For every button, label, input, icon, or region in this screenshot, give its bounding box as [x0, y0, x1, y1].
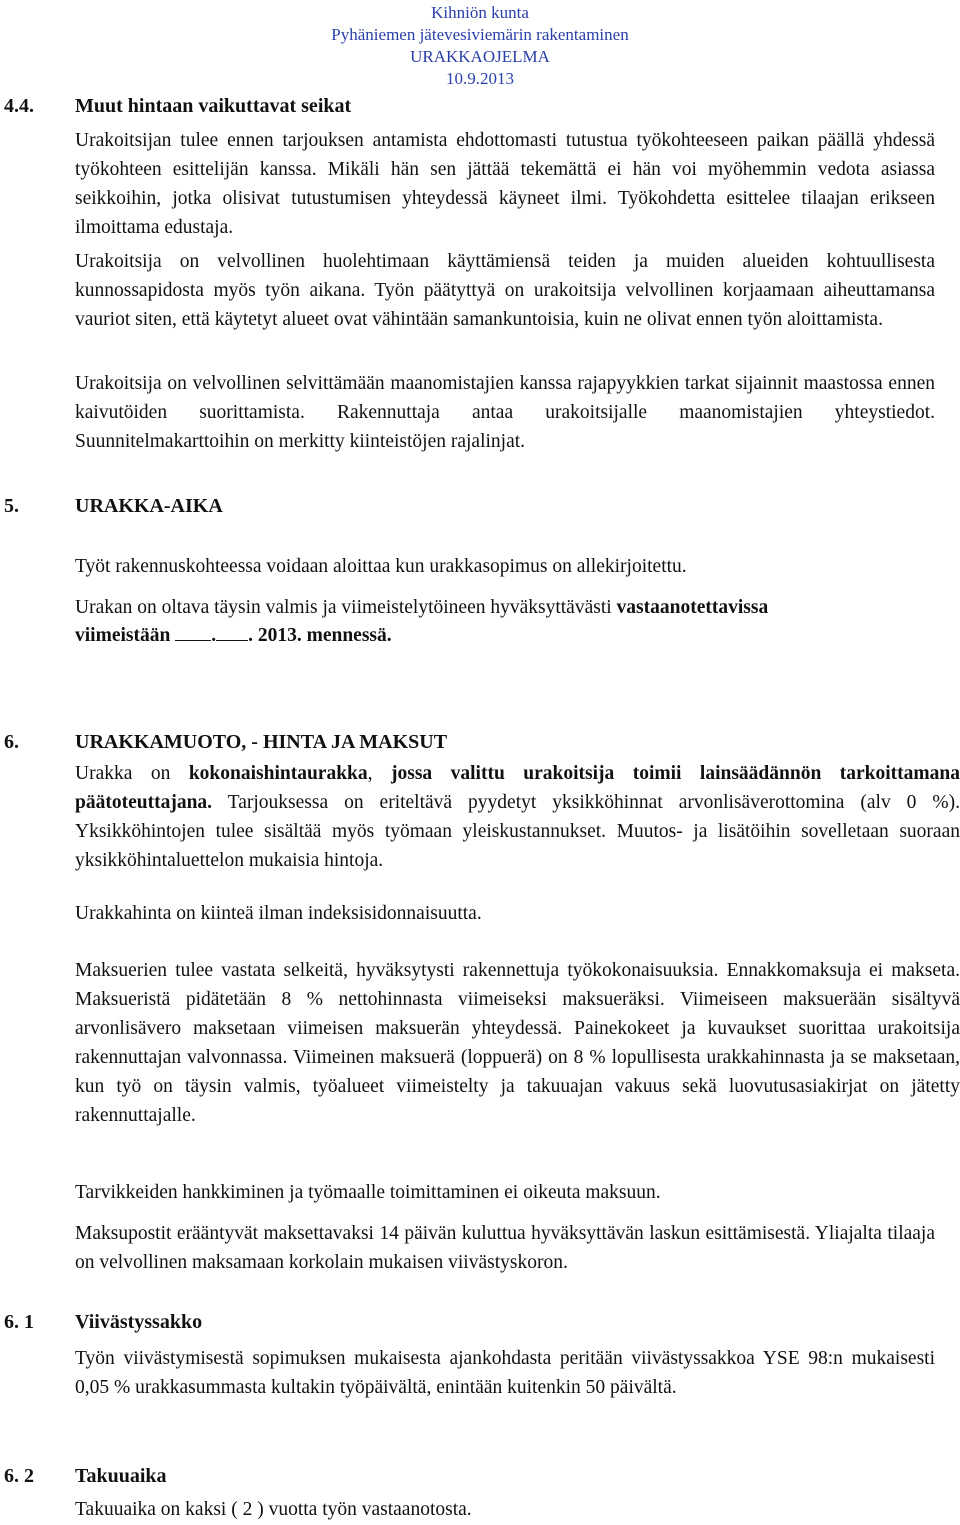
section-5-p2-bold: vastaanotettavissa — [616, 597, 769, 618]
day-blank-field — [175, 622, 211, 641]
section-5-number: 5. — [4, 495, 19, 517]
section-4-4-paragraph-3: Urakoitsija on velvollinen selvittämään maanomistajien kanssa rajapyykkien tarkat sijainnit maastossa ennen kaivutöiden suorittamista. Rakennuttaja antaa urakoitsijalle maanomistajien yhteystiedot. Suunnitelmakarttoihin on merkitty kiinteistöjen rajalinjat. — [75, 373, 935, 452]
section-6-1-title: Viivästyssakko — [75, 1311, 203, 1333]
section-6-1-paragraph-1: Työn viivästymisestä sopimuksen mukaisesta ajankohdasta peritään viivästyssakkoa YSE 98:n mukaisesti 0,05 % urakkasummasta kultakin työpäivältä, enintään kuitenkin 50 päivältä. — [75, 1348, 935, 1398]
section-6-paragraph-2: Urakkahinta on kiinteä ilman indeksisidonnaisuutta. — [75, 903, 482, 924]
header-date: 10.9.2013 — [446, 69, 514, 88]
section-5-paragraph-1: Työt rakennuskohteessa voidaan aloittaa kun urakkasopimus on allekirjoitettu. — [75, 556, 687, 577]
header-project: Pyhäniemen jätevesiviemärin rakentaminen — [331, 25, 629, 44]
header-document: URAKKAOJELMA — [410, 47, 550, 66]
section-4-4-paragraph-1: Urakoitsijan tulee ennen tarjouksen antamista ehdottomasti tutustua työkohteeseen paikan päällä yhdessä työkohteen esittelijän kanssa. Mikäli hän sen jättää tekemättä ei hän voi myöhemmin vedota asiassa seikkoihin, jotka olisivat tutustumisen yhteydessä käyneet ilmi. Työkohdetta esittelee tilaajan erikseen ilmoittama edustaja. — [75, 130, 935, 238]
section-5-p2-line2-start: viimeistään — [75, 625, 171, 646]
section-4-4-number: 4.4. — [4, 95, 34, 117]
section-6-p1-a: Urakka on — [75, 763, 171, 784]
section-6-p1-rest: Tarjouksessa on eriteltävä pyydetyt yksikköhinnat arvonlisäverottomina (alv 0 %). Yksikköhintojen tulee sisältää myös työmaan yleiskustannukset. Muutos- ja lisätöihin sovelletaan suoraan yksikköhintaluettelon mukaisia hintoja. — [75, 792, 960, 871]
section-6-paragraph-5: Maksupostit erääntyvät maksettavaksi 14 päivän kuluttua hyväksyttävän laskun esittämisestä. Yliajalta tilaaja on velvollinen maksamaan korkolain mukaisen viivästyskoron. — [75, 1223, 935, 1273]
section-6-2-number: 6. 2 — [4, 1465, 34, 1487]
section-6-paragraph-3: Maksuerien tulee vastata selkeitä, hyväksytysti rakennettuja työkokonaisuuksia. Ennakkomaksuja ei makseta. Maksueristä pidätetään 8 % nettohinnasta viimeiseksi maksueräksi. Viimeiseen maksuerään sisältyvä arvonlisävero maksetaan viimeisen maksuerän yhteydessä. Painekokeet ja kuvaukset suorittaa urakoitsija rakennuttajan valvonnassa. Viimeinen maksuerä (loppuerä) on 8 % lopullisesta urakkahinnasta ja se maksetaan, kun työ on täysin valmis, työalueet viimeistelty ja takuuajan vakuus sekä luovutusasiakirjat on jätetty rakennuttajalle. — [75, 960, 960, 1126]
section-6-paragraph-4: Tarvikkeiden hankkiminen ja työmaalle toimittaminen ei oikeuta maksuun. — [75, 1182, 661, 1203]
page-header — [300, 2, 660, 90]
section-6-p1-bold-2: jossa valittu urakoitsija toimii lainsäädännön tarkoittamana päätoteuttajana. — [75, 763, 960, 813]
section-4-4-paragraph-2: Urakoitsija on velvollinen huolehtimaan käyttämiensä teiden ja muiden alueiden kohtuullisesta kunnossapidosta myös työn aikana. Työn päätyttyä on urakoitsija velvollinen korjaamaan aiheuttamansa vauriot siten, että käytetyt alueet ovat vähintään samankuntoisia, kuin ne olivat ennen työn aloittamista. — [75, 251, 935, 330]
month-blank-field — [216, 622, 248, 641]
section-6-number: 6. — [4, 731, 19, 753]
section-5-title: URAKKA-AIKA — [75, 495, 223, 517]
section-5-p2-start: Urakan on oltava täysin valmis ja viimeistelytöineen hyväksyttävästi — [75, 597, 612, 618]
section-4-4-title: Muut hintaan vaikuttavat seikat — [75, 95, 352, 117]
section-5-p2-end: . 2013. mennessä. — [248, 625, 392, 646]
section-5-paragraph-2-line-1 — [75, 594, 768, 622]
section-5-p2-dot: . — [211, 625, 217, 646]
header-municipality: Kihniön kunta — [431, 3, 529, 22]
section-6-p1-comma: , — [367, 763, 373, 784]
section-6-title: URAKKAMUOTO, - HINTA JA MAKSUT — [75, 731, 448, 753]
section-6-1-number: 6. 1 — [4, 1311, 34, 1333]
section-6-2-title: Takuuaika — [75, 1465, 167, 1487]
section-6-paragraph-1 — [75, 759, 960, 875]
section-6-p1-bold-1: kokonaishintaurakka — [188, 763, 368, 784]
section-6-2-paragraph-1: Takuuaika on kaksi ( 2 ) vuotta työn vastaanotosta. — [75, 1499, 472, 1520]
section-5-paragraph-2-line-2 — [75, 622, 392, 650]
